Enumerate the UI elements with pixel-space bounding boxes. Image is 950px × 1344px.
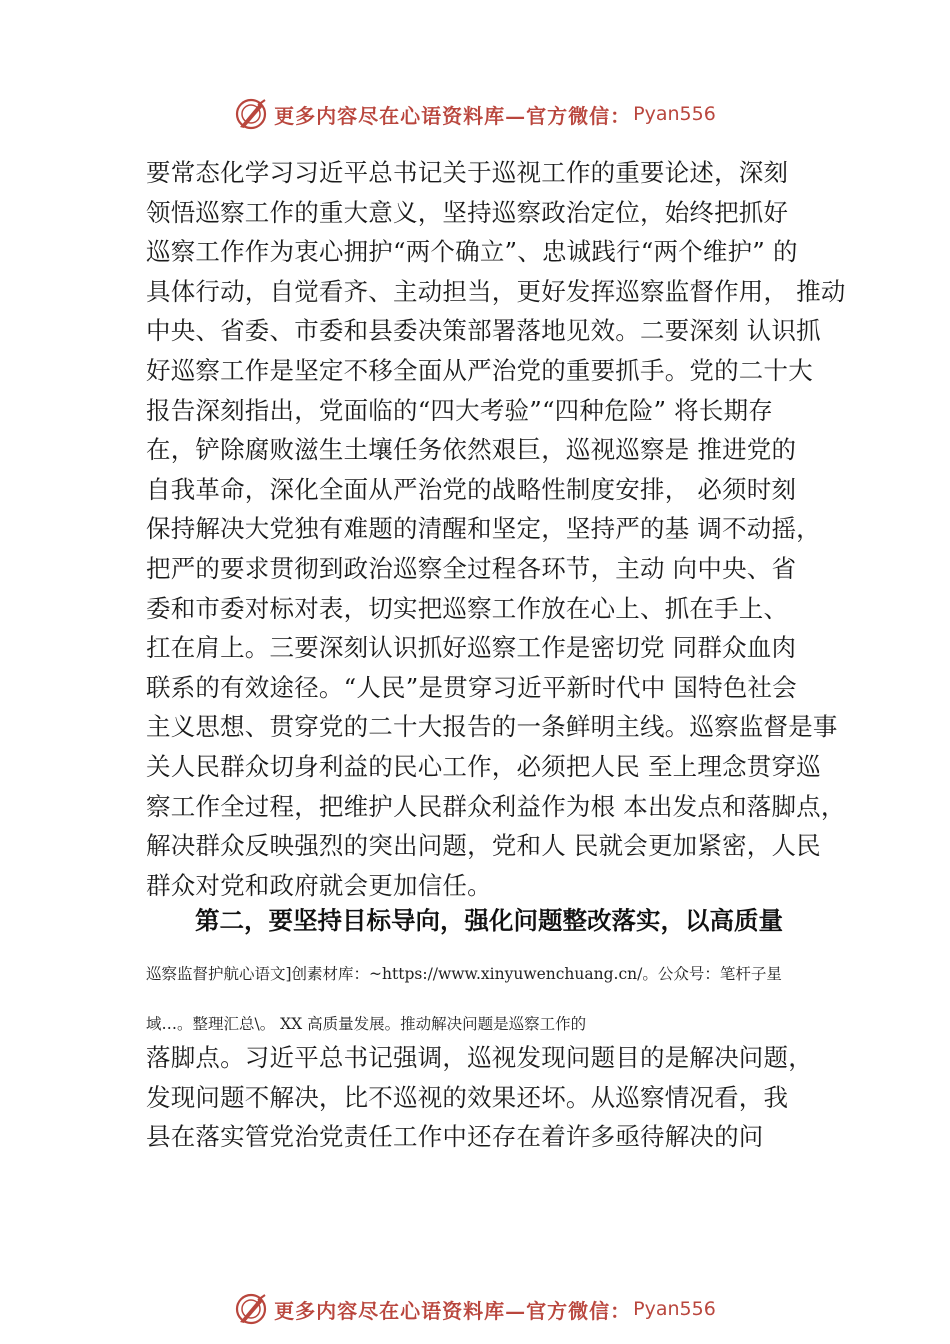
text-line: 自我革命，深化全面从严治党的战略性制度安排， 必须时刻 [146, 474, 797, 504]
text-line: 巡察工作作为衷心拥护“两个确立”、忠诚践行“两个维护” 的 [146, 237, 798, 267]
text-line: 好巡察工作是坚定不移全面从严治党的重要抓手。党的二十大 [146, 355, 813, 385]
text-line: 落脚点。习近平总书记强调，巡视发现问题目的是解决问题， [146, 1043, 813, 1072]
footer-banner [0, 1289, 950, 1329]
quill-logo-icon [234, 97, 268, 131]
text-line: 领悟巡察工作的重大意义，坚持巡察政治定位，始终把抓好 [146, 197, 789, 227]
header-banner-text: 更多内容尽在心语资料库—官方微信： [274, 103, 632, 128]
text-line: 县在落实管党治党责任工作中还存在着许多亟待解决的问 [146, 1122, 764, 1152]
text-line: 在，铲除腐败滋生土壤任务依然艰巨，巡视巡察是 推进党的 [146, 435, 797, 465]
section-heading: 第二，要坚持目标导向，强化问题整改落实，以高质量 [195, 906, 783, 935]
text-line: 联系的有效途径。“人民”是贯穿习近平新时代中 国特色社会 [146, 672, 797, 702]
text-line: 关人民群众切身利益的民心工作，必须把人民 至上理念贯穿巡 [146, 751, 821, 781]
footer-banner-text: 更多内容尽在心语资料库—官方微信： [274, 1298, 632, 1323]
text-line: 把严的要求贯彻到政治巡察全过程各环节，主动 向中央、省 [146, 553, 797, 583]
header-banner [0, 94, 950, 134]
text-line: 解决群众反映强烈的突出问题，党和人 民就会更加紧密，人民 [146, 831, 821, 861]
text-line: 委和市委对标对表，切实把巡察工作放在心上、抓在手上、 [146, 593, 789, 623]
text-line: 主义思想、贯穿党的二十大报告的一条鲜明主线。巡察监督是事 [146, 712, 838, 742]
text-line: 报告深刻指出，党面临的“四大考验”“四种危险” 将长期存 [146, 395, 773, 425]
text-line: 中央、省委、市委和县委决策部署落地见效。二要深刻 认识抓 [146, 316, 821, 346]
text-line: 察工作全过程，把维护人民群众利益作为根 本出发点和落脚点， [146, 791, 846, 821]
paragraph-2 [146, 1038, 836, 1157]
source-note-line-1: 巡察监督护航心语文]创素材库：~https://www.xinyuwenchuang.cn/。公众号：笔杆子星 [146, 965, 782, 983]
source-note-line-2: 域…。整理汇总\。 XX 高质量发展。推动解决问题是巡察工作的 [146, 1015, 587, 1033]
text-line: 发现问题不解决，比不巡视的效果还坏。从巡察情况看，我 [146, 1082, 789, 1112]
header-banner-contact: Pyan556 [633, 103, 716, 125]
quill-logo-icon [234, 1292, 268, 1326]
text-line: 保持解决大党独有难题的清醒和坚定，坚持严的基 调不动摇， [146, 514, 821, 544]
text-line: 具体行动，自觉看齐、主动担当，更好发挥巡察监督作用， 推动 [146, 276, 846, 306]
paragraph-1 [146, 153, 846, 905]
text-line: 要常态化学习习近平总书记关于巡视工作的重要论述，深刻 [146, 158, 789, 187]
text-line: 群众对党和政府就会更加信任。 [146, 870, 492, 900]
text-line: 扛在肩上。三要深刻认识抓好巡察工作是密切党 同群众血肉 [146, 633, 797, 663]
footer-banner-contact: Pyan556 [633, 1298, 716, 1320]
